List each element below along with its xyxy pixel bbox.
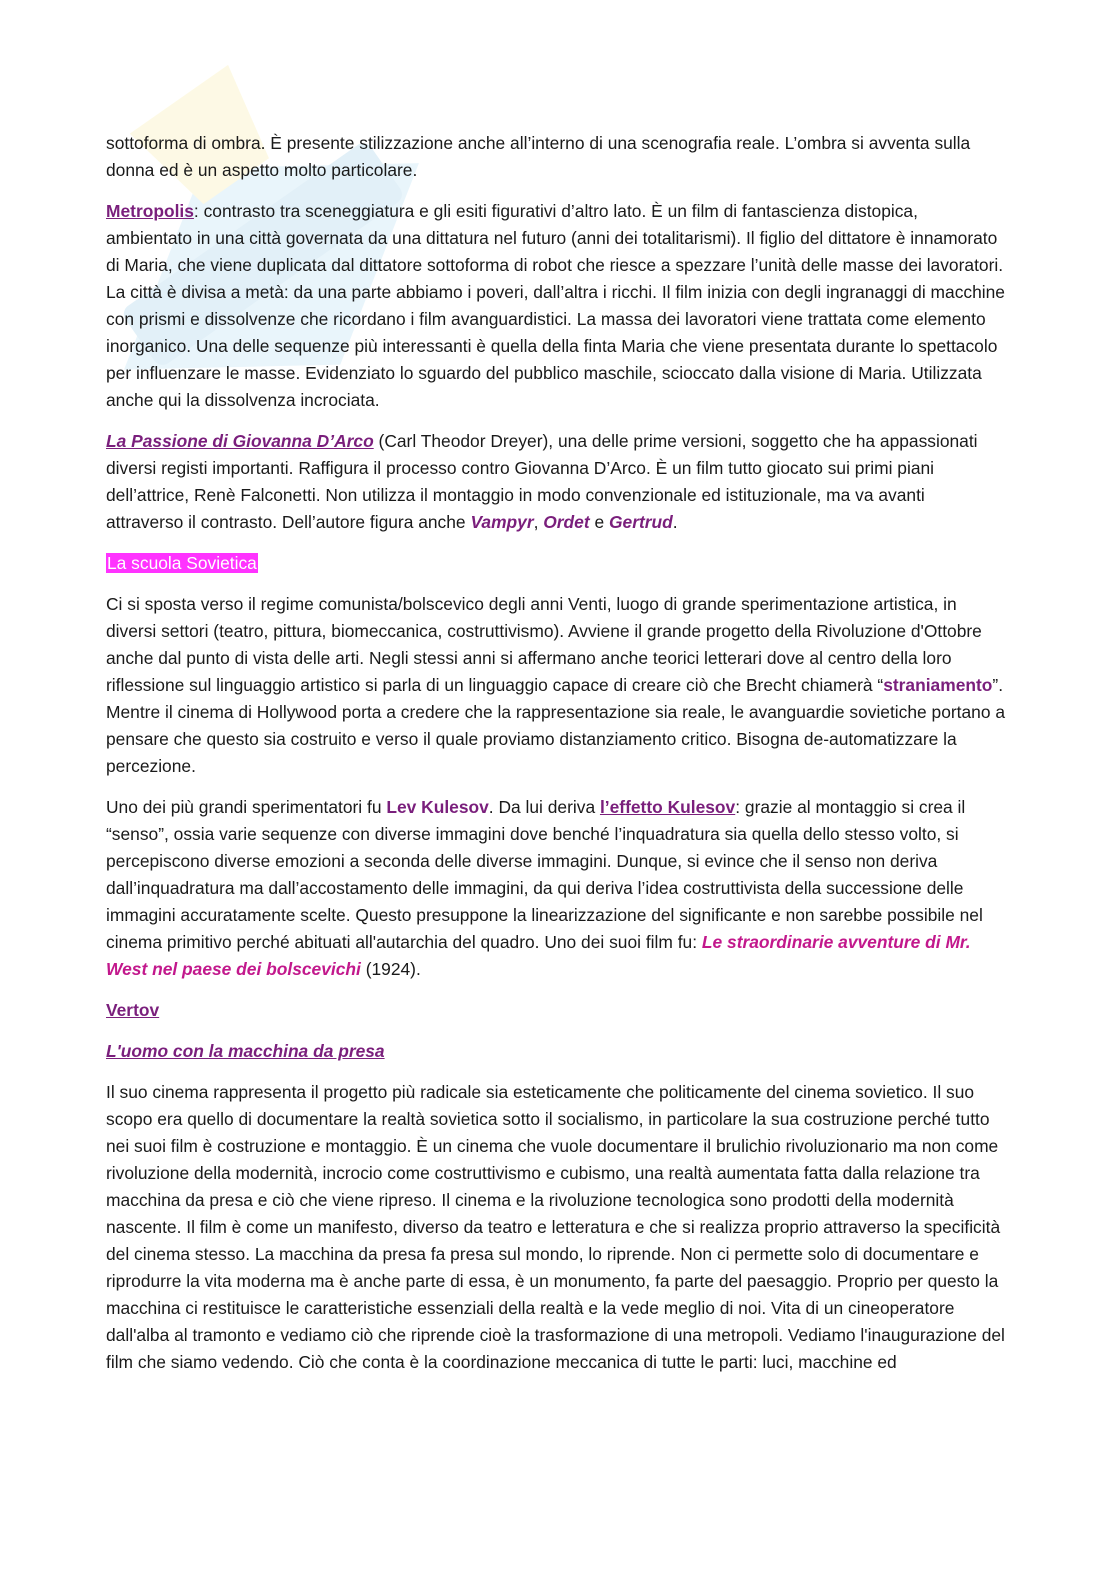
scuola-sovietica-heading xyxy=(106,550,1006,577)
scuola-rest: ”. Mentre il cinema di Hollywood porta a credere che la rappresentazione sia reale, le avanguardie sovietiche portano a pensare che questo sia costruito e verso il quale proviamo distanziamento critico. Bisogna de-automatizzare la percezione. xyxy=(106,675,1006,776)
paragraph-vertov: Il suo cinema rappresenta il progetto più radicale sia esteticamente che politicamente del cinema sovietico. Il suo scopo era quello di documentare la realtà sovietica sotto il socialismo, in particolare la sua costruzione perché tutto nei suoi film è costruzione e montaggio. È un cinema che vuole documentare il brulichio rivoluzionario ma non come rivoluzione della modernità, incrocio come costruttivismo e cubismo, una realtà aumentata fatta dalla relazione tra macchina da presa e ciò che viene ripreso. Il cinema e la rivoluzione tecnologica sono prodotti della modernità nascente. Il film è come un manifesto, diverso da teatro e letteratura e che si realizza proprio attraverso la specificità del cinema stesso. La macchina da presa fa presa sul mondo, lo riprende. Non ci permette solo di documentare e riprodurre la vita moderna ma è anche parte di essa, è un monumento, fa parte del paesaggio. Proprio per questo la macchina ci restituisce le caratteristiche essenziali della realtà e la vede meglio di noi. Vita di un cineoperatore dall'alba al tramonto e vediamo ciò che riprende cioè la trasformazione di una metropoli. Vediamo l'inaugurazione del film che siamo vedendo. Ciò che conta è la coordinazione meccanica di tutte le parti: luci, macchine ed xyxy=(106,1082,1005,1372)
kulesov-text: : grazie al montaggio si crea il “senso”, ossia varie sequenze con diverse immagini dove benché l’inquadratura sia quella dello stesso volto, si percepiscono diverse emozioni a seconda delle diverse immagini. Dunque, si evince che il senso non deriva dall’inquadratura ma dall’accostamento delle immagini, da qui deriva l’idea costruttivista della successione delle immagini accuratamente scelte. Questo presuppone la linearizzazione del significante e non sarebbe possibile nel cinema primitivo perché abituati all'autarchia del quadro. Uno dei suoi film fu: xyxy=(106,797,983,952)
passione-sep1: , xyxy=(533,512,544,532)
passione-text: (Carl Theodor Dreyer), una delle prime versioni, soggetto che ha appassionati diversi registi importanti. Raffigura il processo contro Giovanna D’Arco. È un film tutto giocato sui primi piani dell’attrice, Renè Falconetti. Non utilizza il montaggio in modo convenzionale ed istituzionale, ma va avanti attraverso il contrasto. Dell’autore figura anche xyxy=(106,431,978,532)
document-page xyxy=(106,130,1006,1390)
passione-end: . xyxy=(672,512,678,532)
effetto-kulesov-link[interactable]: l’effetto Kulesov xyxy=(599,797,736,817)
paragraph-ombra: sottoforma di ombra. È presente stilizzazione anche all’interno di una scenografia reale. L’ombra si avventa sulla donna ed è un aspetto molto particolare. xyxy=(106,133,971,180)
scuola-sovietica-highlight: La scuola Sovietica xyxy=(107,553,257,573)
film-vampyr: Vampyr xyxy=(470,512,534,532)
paragraph-passione xyxy=(106,428,1006,536)
paragraph-metropolis xyxy=(106,198,1006,414)
passione-title-link[interactable]: La Passione di Giovanna D’Arco xyxy=(106,431,374,451)
metropolis-text: : contrasto tra sceneggiatura e gli esiti figurativi d’altro lato. È un film di fantascienza distopica, ambientato in una città governata da una dittatura nel futuro (anni dei totalitarismi). Il figlio del dittatore è innamorato di Maria, che viene duplicata dal dittatore sottoforma di robot che riesce a spezzare l’unità delle masse dei lavoratori. La città è divisa a metà: da una parte abbiamo i poveri, dall’altra i ricchi. Il film inizia con degli ingranaggi di macchine con prismi e dissolvenze che ricordano i film avanguardistici. La massa dei lavoratori viene trattata come elemento inorganico. Una delle sequenze più interessanti è quella della finta Maria che viene presentata durante lo spettacolo per influenzare le masse. Evidenziato lo sguardo del pubblico maschile, scioccato dalla visione di Maria. Utilizzata anche qui la dissolvenza incrociata. xyxy=(106,201,1005,410)
vertov-heading-link[interactable]: Vertov xyxy=(106,1000,160,1020)
vertov-heading xyxy=(106,997,1006,1024)
kulesov-year: (1924). xyxy=(360,959,421,979)
film-ordet: Ordet xyxy=(543,512,590,532)
passione-sep2: e xyxy=(589,512,609,532)
uomo-macchina-heading-link[interactable]: L'uomo con la macchina da presa xyxy=(106,1041,385,1061)
scuola-text: Ci si sposta verso il regime comunista/bolscevico degli anni Venti, luogo di grande sperimentazione artistica, in diversi settori (teatro, pittura, biomeccanica, costruttivismo). Avviene il grande progetto della Rivoluzione d'Ottobre anche dal punto di vista delle arti. Negli stessi anni si affermano anche teorici letterari dove al centro della loro riflessione sul linguaggio artistico si parla di un linguaggio capace di creare ciò che Brecht chiamerà “ xyxy=(106,594,982,695)
uomo-macchina-heading xyxy=(106,1038,1006,1065)
paragraph-scuola xyxy=(106,591,1006,780)
straniamento-term: straniamento xyxy=(883,675,993,695)
paragraph-kulesov xyxy=(106,794,1006,983)
mr-west-film-title: Le straordinarie avventure di Mr. West nel paese dei bolscevichi xyxy=(106,932,971,979)
metropolis-title-link[interactable]: Metropolis xyxy=(106,201,194,221)
lev-kulesov-name: Lev Kulesov xyxy=(386,797,489,817)
kulesov-intro: Uno dei più grandi sperimentatori fu xyxy=(106,797,387,817)
kulesov-mid: . Da lui deriva xyxy=(488,797,600,817)
film-gertrud: Gertrud xyxy=(609,512,673,532)
